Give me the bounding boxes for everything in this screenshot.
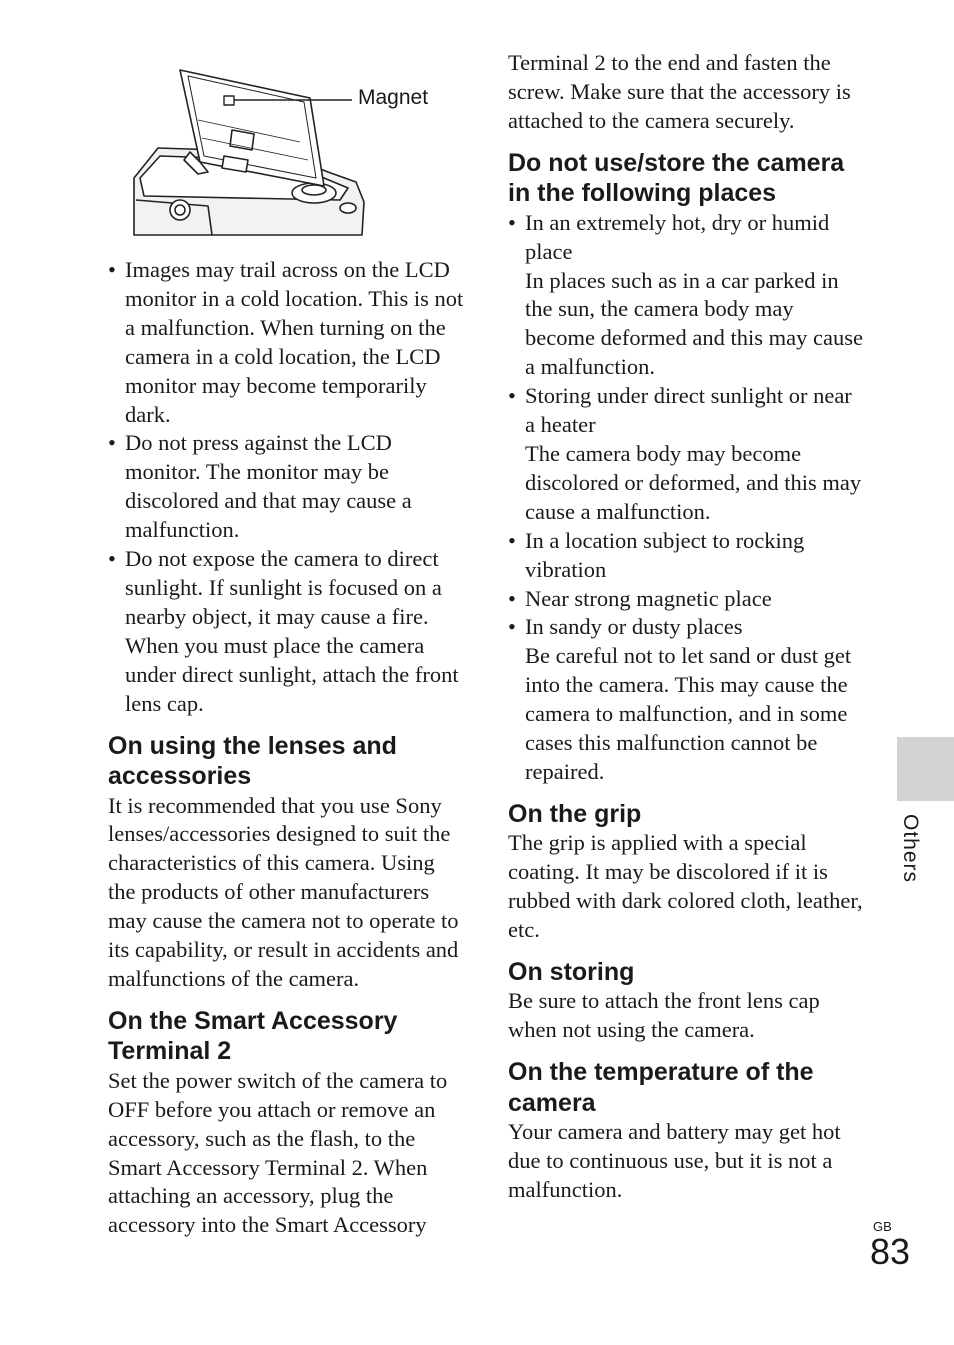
section-tab: [897, 737, 954, 801]
temperature-paragraph: Your camera and battery may get hot due to continuous use, but it is not a malfunction.: [508, 1119, 841, 1203]
page-number: 83: [870, 1231, 911, 1272]
left-column: [108, 256, 464, 1240]
camera-illustration: [128, 60, 458, 240]
heading-places: Do not use/store the camera in the following places: [508, 148, 845, 208]
heading-grip: On the grip: [508, 799, 642, 828]
lenses-paragraph: It is recommended that you use Sony lenses/accessories designed to suit the characteristics of this camera. Using the products of other manufacturers may cause the camera not to operate to its capability, or result in accidents and malfunctions of the camera.: [108, 792, 459, 991]
section-label: Others: [899, 814, 922, 884]
list-item: • Near strong magnetic place: [508, 585, 772, 611]
terminal-paragraph: Set the power switch of the camera to OFF before you attach or remove an accessory, such as the flash, to the Smart Accessory Terminal 2. When attaching an accessory, plug the accessory into the Smart Accessory: [108, 1067, 448, 1238]
list-item: • Do not press against the LCD monitor. The monitor may be discolored and that may cause a malfunction.: [108, 430, 412, 543]
places-list: [508, 209, 864, 787]
storing-paragraph: Be sure to attach the front lens cap when not using the camera.: [508, 988, 820, 1043]
magnet-callout-label: Magnet: [358, 86, 429, 109]
caution-list: [108, 256, 464, 719]
heading-terminal: On the Smart Accessory Terminal 2: [108, 1006, 398, 1066]
list-item: • Images may trail across on the LCD monitor in a cold location. This is not a malfunction. When turning on the camera in a cold location, the LCD monitor may become temporarily dark.: [108, 257, 464, 427]
heading-storing: On storing: [508, 957, 635, 986]
list-item: • In an extremely hot, dry or humid place In places such as in a car parked in the sun, the camera body may become deformed and this may cause a malfunction.: [508, 209, 863, 380]
heading-lenses: On using the lenses and accessories: [108, 731, 397, 790]
list-item: • In sandy or dusty places Be careful not to let sand or dust get into the camera. This may cause the camera to malfunction, and in some cases this malfunction cannot be repaired.: [508, 614, 852, 784]
terminal-paragraph-cont: Terminal 2 to the end and fasten the screw. Make sure that the accessory is attached to the camera securely.: [508, 50, 851, 133]
region-code: GB: [873, 1219, 892, 1234]
list-item: • Do not expose the camera to direct sunlight. If sunlight is focused on a nearby object, it may cause a fire. When you must place the camera under direct sunlight, attach the front lens cap.: [108, 546, 459, 716]
heading-temperature: On the temperature of the camera: [508, 1058, 814, 1117]
list-item: • In a location subject to rocking vibration: [508, 527, 805, 582]
list-item: • Storing under direct sunlight or near a heater The camera body may become discolored or deformed, and this may cause a malfunction.: [508, 383, 862, 524]
right-column: [508, 49, 864, 1205]
grip-paragraph: The grip is applied with a special coating. It may be discolored if it is rubbed with dark colored cloth, leather, etc.: [508, 830, 863, 943]
